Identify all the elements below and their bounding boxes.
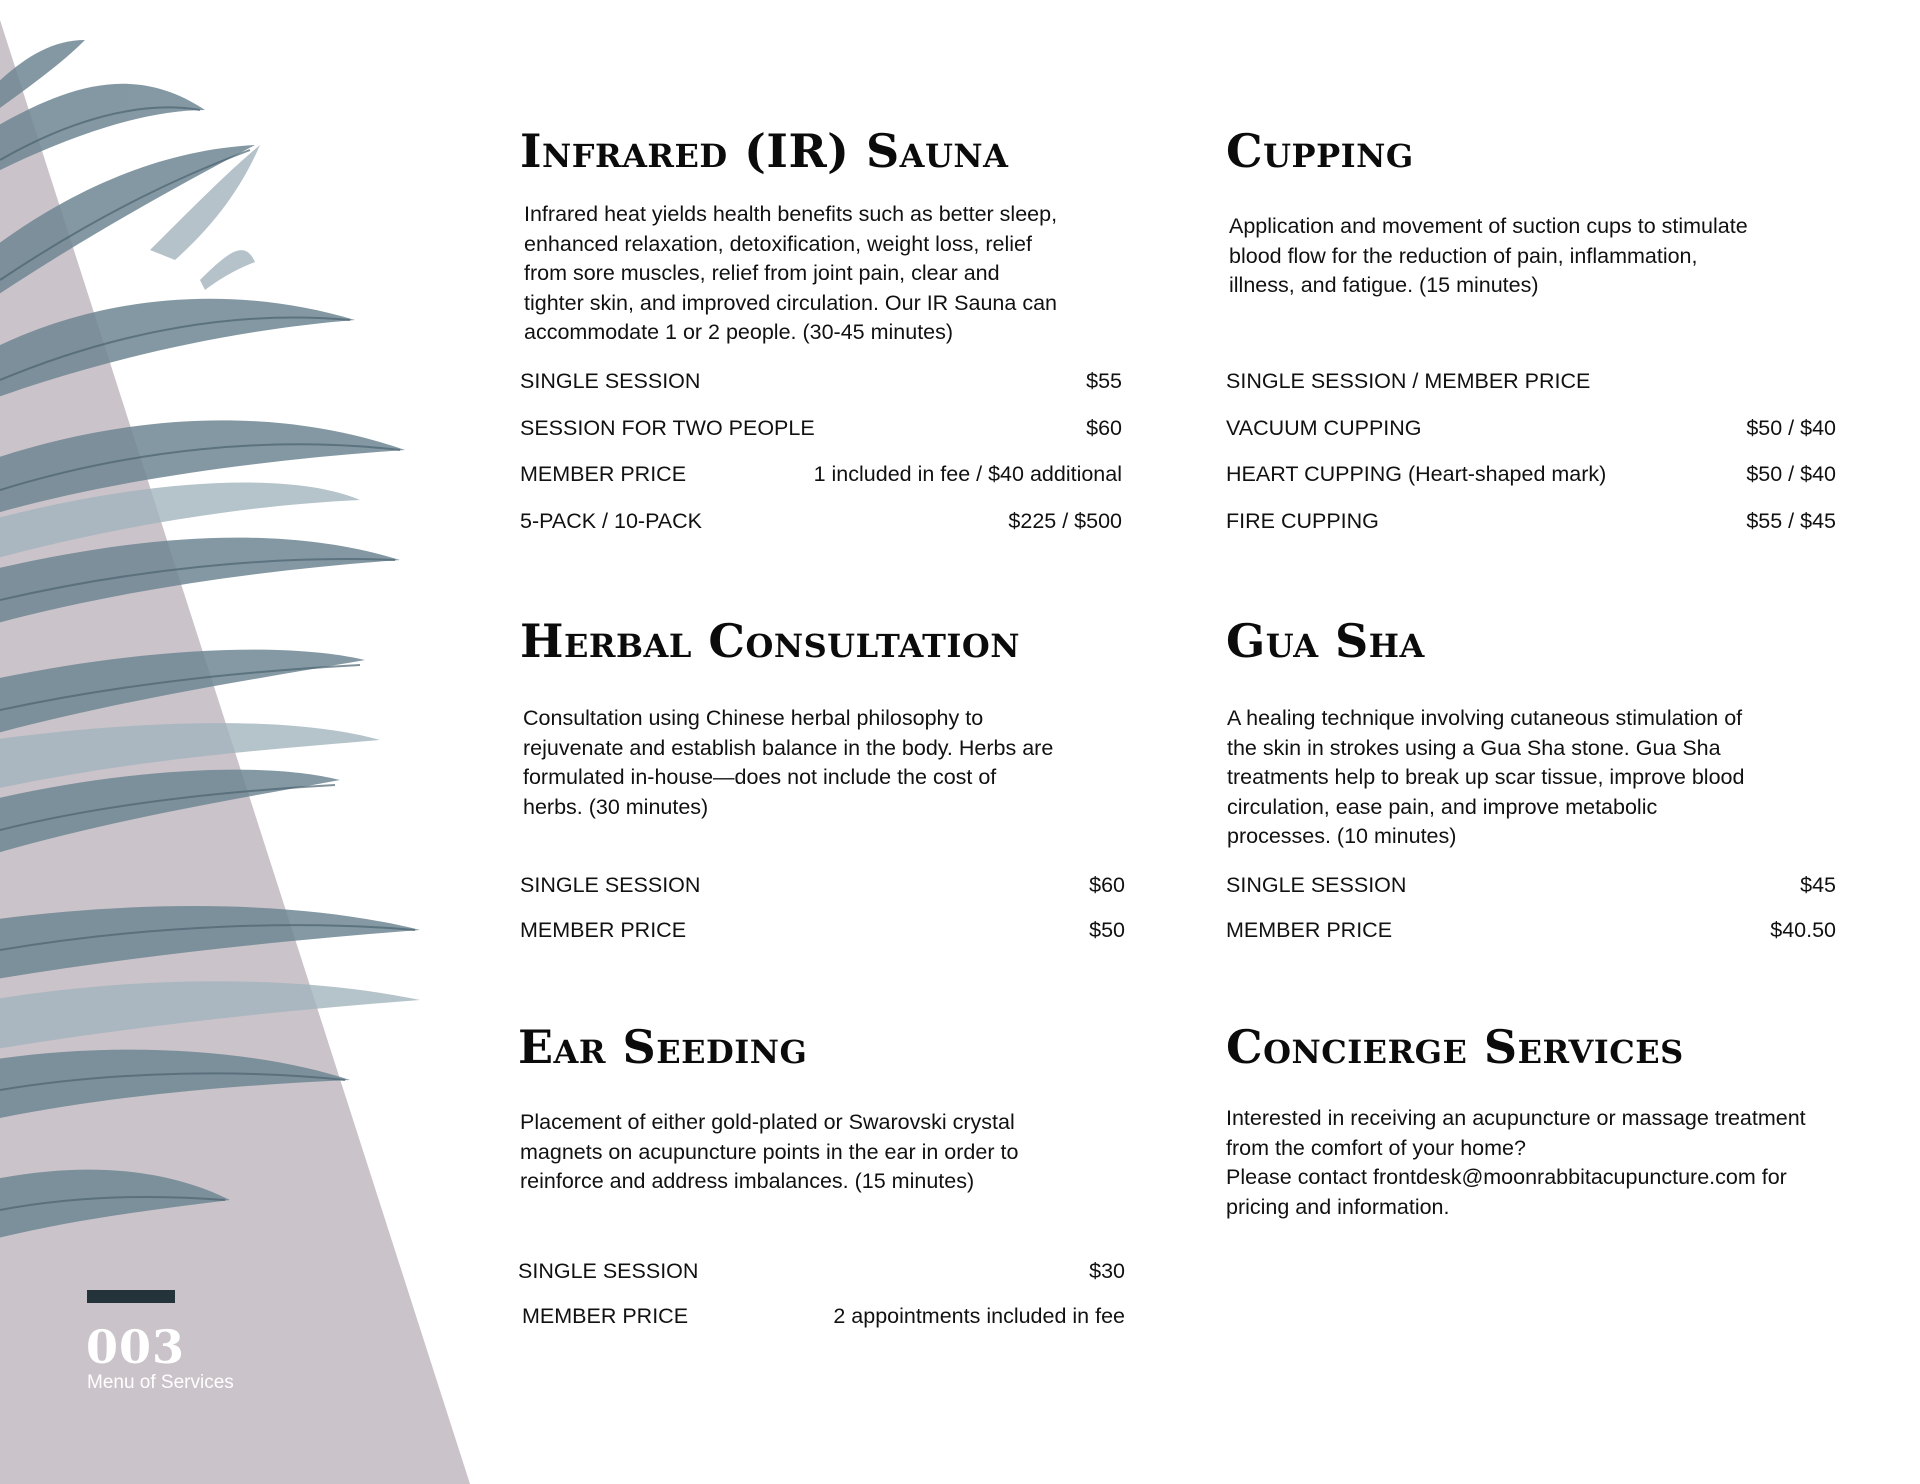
- section-title: Infrared (IR) Sauna: [520, 124, 1009, 178]
- price-value: $60: [1086, 416, 1122, 440]
- price-value: $50 / $40: [1746, 462, 1836, 486]
- section-description: Consultation using Chinese herbal philosophy to rejuvenate and establish balance in the body. Herbs are formulated in-house—does not include the cost of herbs. (30 minutes): [523, 706, 1054, 819]
- price-label: SINGLE SESSION: [520, 873, 701, 897]
- price-value: $55 / $45: [1746, 509, 1836, 533]
- section-concierge-services: [1226, 1020, 1866, 1244]
- section-title: Herbal Consultation: [520, 614, 1021, 668]
- price-label: MEMBER PRICE: [520, 918, 687, 942]
- price-row: [520, 506, 1122, 536]
- price-label: 5-PACK / 10-PACK: [520, 509, 703, 533]
- price-row: [520, 413, 1122, 443]
- price-row: [520, 366, 1122, 396]
- price-row: [1226, 506, 1836, 536]
- price-label: SINGLE SESSION: [520, 369, 701, 393]
- price-label: SESSION FOR TWO PEOPLE: [520, 416, 815, 440]
- price-label: SINGLE SESSION: [518, 1259, 699, 1283]
- section-infrared-sauna: [520, 124, 1122, 538]
- section-description: Infrared heat yields health benefits such as better sleep, enhanced relaxation, detoxification, weight loss, relief from sore muscles, relief from joint pain, clear and tighter skin, and improved circulation. Our IR Sauna can accommodate 1 or 2 people. (30-45 minutes): [524, 202, 1058, 344]
- section-title: Gua Sha: [1226, 614, 1425, 668]
- price-label: MEMBER PRICE: [522, 1304, 689, 1328]
- price-row: [1226, 915, 1836, 945]
- footer-accent-bar: [87, 1290, 175, 1303]
- price-value: $30: [1089, 1259, 1125, 1283]
- price-row: [518, 1256, 1125, 1286]
- price-value: $60: [1089, 873, 1125, 897]
- price-value: $55: [1086, 369, 1122, 393]
- price-label: MEMBER PRICE: [1226, 918, 1393, 942]
- price-row: [1226, 459, 1836, 489]
- section-title: Concierge Services: [1226, 1020, 1684, 1074]
- section-description: Interested in receiving an acupuncture or massage treatment from the comfort of your home? Please contact frontdesk@moonrabbitacupuncture.com for pricing and information.: [1226, 1106, 1806, 1219]
- price-row: [518, 1301, 1125, 1331]
- price-value: $45: [1800, 873, 1836, 897]
- page-label: Menu of Services: [87, 1372, 234, 1393]
- price-value: 2 appointments included in fee: [833, 1304, 1125, 1328]
- price-header-row: [1226, 366, 1836, 396]
- price-row: [520, 459, 1122, 489]
- page-number: 003: [86, 1320, 186, 1374]
- section-description: Placement of either gold-plated or Swarovski crystal magnets on acupuncture points in the ear in order to reinforce and address imbalances. (15 minutes): [520, 1110, 1019, 1193]
- price-row: [1226, 870, 1836, 900]
- price-value: $50 / $40: [1746, 416, 1836, 440]
- section-cupping: [1226, 124, 1836, 538]
- decorative-leaf-illustration: [0, 0, 480, 1484]
- price-label: MEMBER PRICE: [520, 462, 687, 486]
- price-value: $40.50: [1770, 918, 1836, 942]
- section-description: A healing technique involving cutaneous stimulation of the skin in strokes using a Gua Sha stone. Gua Sha treatments help to break up scar tissue, improve blood circulation, ease pain, and improve metabolic processes. (10 minutes): [1227, 706, 1745, 848]
- price-value: $225 / $500: [1008, 509, 1122, 533]
- price-row: [520, 870, 1125, 900]
- price-row: [1226, 413, 1836, 443]
- section-ear-seeding: [518, 1020, 1125, 1344]
- price-label: VACUUM CUPPING: [1226, 416, 1422, 440]
- price-label: FIRE CUPPING: [1226, 509, 1379, 533]
- price-header-label: SINGLE SESSION / MEMBER PRICE: [1226, 369, 1591, 393]
- price-value: $50: [1089, 918, 1125, 942]
- price-row: [520, 915, 1125, 945]
- section-herbal-consultation: [520, 614, 1125, 948]
- section-title: Ear Seeding: [518, 1020, 808, 1074]
- section-title: Cupping: [1226, 124, 1414, 178]
- price-label: SINGLE SESSION: [1226, 873, 1407, 897]
- price-label: HEART CUPPING (Heart-shaped mark): [1226, 462, 1607, 486]
- section-description: Application and movement of suction cups to stimulate blood flow for the reduction of pain, inflammation, illness, and fatigue. (15 minutes): [1229, 214, 1748, 297]
- section-gua-sha: [1226, 614, 1836, 948]
- price-value: 1 included in fee / $40 additional: [813, 462, 1122, 486]
